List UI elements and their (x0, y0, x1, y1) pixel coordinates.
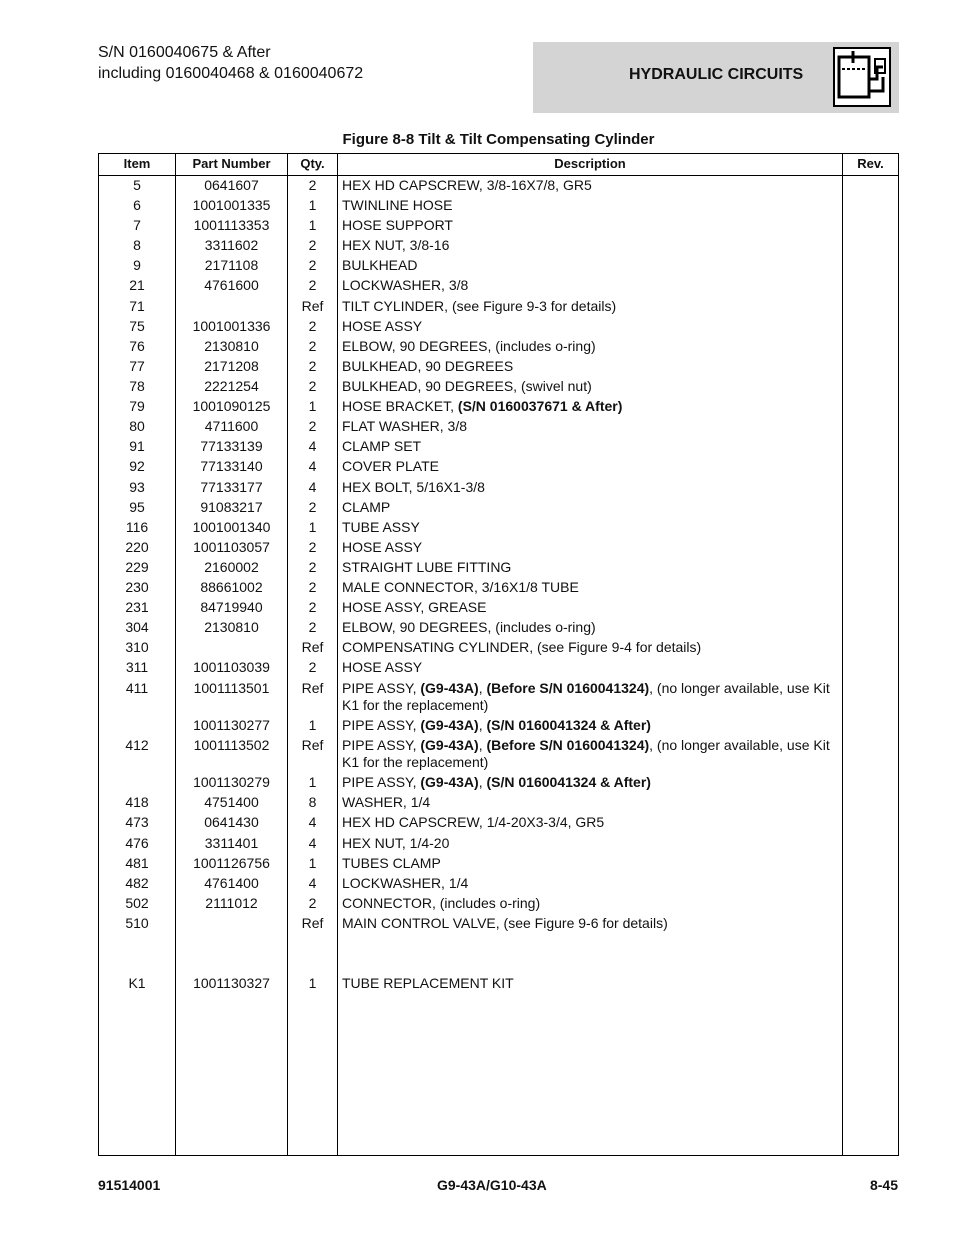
column-divider (175, 154, 176, 1155)
description-text: COVER PLATE (342, 458, 439, 474)
part-number-cell: 0641430 (204, 814, 259, 830)
description-text: BULKHEAD, 90 DEGREES, (swivel nut) (342, 378, 592, 394)
item-cell: 78 (129, 378, 145, 394)
qty-cell: 2 (308, 559, 317, 575)
qty-cell: 2 (308, 257, 317, 273)
description-text: CLAMP SET (342, 438, 422, 454)
description-text: TUBE REPLACEMENT KIT (342, 975, 514, 991)
description-text: (G9-43A) (420, 737, 479, 753)
item-cell: 231 (125, 599, 149, 615)
figure-title: Figure 8-8 Tilt & Tilt Compensating Cylinder (342, 131, 655, 148)
serial-number-note (98, 42, 363, 84)
description-cell (342, 418, 839, 435)
description-text: ELBOW, 90 DEGREES, (includes o-ring) (342, 338, 596, 354)
description-text: HOSE ASSY, GREASE (342, 599, 487, 615)
part-number-cell: 1001113353 (193, 217, 270, 233)
item-cell: 91 (129, 438, 145, 454)
qty-cell: Ref (301, 639, 324, 655)
qty-cell: 1 (308, 717, 317, 733)
part-number-cell: 2130810 (204, 619, 259, 635)
description-cell (342, 915, 839, 932)
description-cell (342, 855, 839, 872)
part-number-cell: 1001130327 (193, 975, 270, 991)
description-text: CONNECTOR, (includes o-ring) (342, 895, 541, 911)
description-text: (G9-43A) (420, 680, 479, 696)
qty-cell: 2 (308, 318, 317, 334)
description-text: HEX HD CAPSCREW, 1/4-20X3-3/4, GR5 (342, 814, 605, 830)
qty-cell: Ref (301, 915, 324, 931)
item-cell: 7 (133, 217, 141, 233)
section-title: HYDRAULIC CIRCUITS (629, 66, 804, 83)
hydraulic-reservoir-icon (833, 47, 891, 107)
description-cell (342, 774, 839, 791)
qty-cell: 4 (308, 875, 317, 891)
document-number: 91514001 (98, 1177, 161, 1193)
description-cell (342, 579, 839, 596)
item-cell: 412 (125, 737, 149, 753)
qty-cell: 1 (308, 519, 317, 535)
part-number-cell: 4751400 (204, 794, 259, 810)
part-number-cell: 2171108 (204, 257, 259, 273)
qty-cell: 4 (308, 814, 317, 830)
part-number-cell: 1001113502 (193, 737, 270, 753)
serial-number-line-1: S/N 0160040675 & After (98, 44, 271, 61)
qty-cell: 2 (308, 338, 317, 354)
qty-cell: 2 (308, 358, 317, 374)
part-number-cell: 77133177 (200, 479, 263, 495)
description-text: TUBES CLAMP (342, 855, 441, 871)
qty-cell: 4 (308, 479, 317, 495)
part-number-cell: 77133140 (200, 458, 263, 474)
description-text: (S/N 0160041324 & After) (486, 717, 651, 733)
description-cell (342, 499, 839, 516)
item-cell: 220 (125, 539, 149, 555)
description-text: FLAT WASHER, 3/8 (342, 418, 467, 434)
page-number: 8-45 (869, 1177, 898, 1193)
description-cell (342, 895, 839, 912)
column-header-rev: Rev. (857, 156, 884, 171)
description-cell (342, 479, 839, 496)
description-cell (342, 659, 839, 676)
part-number-cell: 1001130277 (193, 717, 270, 733)
part-number-cell: 1001001340 (192, 519, 271, 535)
qty-cell: 1 (308, 774, 317, 790)
description-text: (G9-43A) (420, 774, 479, 790)
description-cell (342, 378, 839, 395)
qty-cell: 2 (308, 277, 317, 293)
description-cell (342, 875, 839, 892)
part-number-cell: 91083217 (200, 499, 263, 515)
description-cell (342, 680, 839, 714)
column-header-part-number: Part Number (192, 156, 271, 171)
description-cell (342, 197, 839, 214)
description-text: HEX NUT, 1/4-20 (342, 835, 450, 851)
qty-cell: 2 (308, 378, 317, 394)
description-cell (342, 814, 839, 831)
item-cell: 92 (129, 458, 145, 474)
description-cell (342, 737, 839, 771)
description-text: (Before S/N 0160041324) (486, 680, 650, 696)
column-divider (337, 154, 338, 1155)
part-number-cell: 2130810 (204, 338, 259, 354)
description-cell (342, 639, 839, 656)
part-number-cell: 1001130279 (193, 774, 270, 790)
qty-cell: 4 (308, 438, 317, 454)
qty-cell: 2 (308, 599, 317, 615)
parts-table (98, 153, 899, 1156)
description-text: PIPE ASSY, (342, 680, 421, 696)
description-cell (342, 398, 839, 415)
part-number-cell: 0641607 (204, 177, 259, 193)
description-text: CLAMP (342, 499, 391, 515)
description-cell (342, 794, 839, 811)
qty-cell: 1 (308, 217, 317, 233)
description-cell (342, 358, 839, 375)
qty-cell: Ref (301, 298, 324, 314)
description-text: (G9-43A) (420, 717, 479, 733)
description-text: LOCKWASHER, 1/4 (342, 875, 469, 891)
description-text: PIPE ASSY, (342, 774, 421, 790)
item-cell: 476 (125, 835, 149, 851)
column-header-description: Description (554, 156, 626, 171)
item-cell: 8 (133, 237, 141, 253)
description-text: PIPE ASSY, (342, 737, 421, 753)
description-text: MALE CONNECTOR, 3/16X1/8 TUBE (342, 579, 579, 595)
description-cell (342, 599, 839, 616)
qty-cell: 4 (308, 458, 317, 474)
part-number-cell: 1001103039 (193, 659, 270, 675)
description-text: , (no longer available, use Kit K1 for the replacement) (342, 680, 830, 713)
description-cell (342, 277, 839, 294)
column-header-item: Item (123, 156, 151, 171)
item-cell: 510 (125, 915, 149, 931)
qty-cell: 2 (308, 895, 317, 911)
description-text: PIPE ASSY, (342, 717, 421, 733)
description-text: (S/N 0160037671 & After) (457, 398, 623, 414)
description-text: TILT CYLINDER, (see Figure 9-3 for details) (342, 298, 617, 314)
description-cell (342, 519, 839, 536)
qty-cell: 2 (308, 237, 317, 253)
item-cell: 230 (125, 579, 149, 595)
description-cell (342, 177, 839, 194)
part-number-cell: 1001103057 (193, 539, 270, 555)
qty-cell: 2 (308, 418, 317, 434)
description-text: WASHER, 1/4 (342, 794, 431, 810)
qty-cell: 1 (308, 398, 317, 414)
description-text: HOSE BRACKET, (342, 398, 458, 414)
serial-number-line-2: including 0160040468 & 0160040672 (98, 65, 364, 82)
item-cell: 76 (129, 338, 145, 354)
part-number-cell: 84719940 (200, 599, 263, 615)
description-cell (342, 619, 839, 636)
part-number-cell: 3311602 (204, 237, 259, 253)
part-number-cell: 2160002 (204, 559, 259, 575)
part-number-cell: 3311401 (204, 835, 259, 851)
description-text: HOSE ASSY (342, 318, 423, 334)
qty-cell: 1 (308, 975, 317, 991)
item-cell: 5 (133, 177, 141, 193)
item-cell: 411 (125, 680, 149, 696)
qty-cell: 4 (308, 835, 317, 851)
header-divider (99, 175, 898, 176)
item-cell: 6 (133, 197, 141, 213)
part-number-cell: 4761600 (204, 277, 259, 293)
part-number-cell: 1001113501 (193, 680, 270, 696)
item-cell: K1 (128, 975, 146, 991)
description-text: ELBOW, 90 DEGREES, (includes o-ring) (342, 619, 596, 635)
item-cell: 79 (129, 398, 145, 414)
part-number-cell: 1001090125 (192, 398, 271, 414)
description-cell (342, 298, 839, 315)
description-text: HOSE ASSY (342, 659, 423, 675)
item-cell: 310 (125, 639, 149, 655)
qty-cell: 2 (308, 659, 317, 675)
qty-cell: 1 (308, 197, 317, 213)
item-cell: 482 (125, 875, 149, 891)
description-cell (342, 458, 839, 475)
description-text: MAIN CONTROL VALVE, (see Figure 9-6 for details) (342, 915, 668, 931)
item-cell: 481 (125, 855, 149, 871)
part-number-cell: 77133139 (200, 438, 263, 454)
item-cell: 71 (129, 298, 145, 314)
part-number-cell: 2171208 (204, 358, 259, 374)
description-cell (342, 835, 839, 852)
description-text: HEX NUT, 3/8-16 (342, 237, 450, 253)
description-cell (342, 975, 839, 992)
description-cell (342, 217, 839, 234)
qty-cell: 2 (308, 579, 317, 595)
description-text: (S/N 0160041324 & After) (486, 774, 651, 790)
item-cell: 418 (125, 794, 149, 810)
description-text: HOSE ASSY (342, 539, 423, 555)
description-text: , (478, 680, 487, 696)
item-cell: 80 (129, 418, 145, 434)
description-cell (342, 237, 839, 254)
item-cell: 77 (129, 358, 145, 374)
item-cell: 9 (133, 257, 141, 273)
description-text: , (478, 737, 487, 753)
column-header-qty: Qty. (300, 156, 325, 171)
part-number-cell: 1001126756 (193, 855, 270, 871)
qty-cell: 2 (308, 499, 317, 515)
column-divider (842, 154, 843, 1155)
description-text: COMPENSATING CYLINDER, (see Figure 9-4 for details) (342, 639, 702, 655)
description-text: LOCKWASHER, 3/8 (342, 277, 469, 293)
part-number-cell: 88661002 (200, 579, 263, 595)
section-header (533, 42, 899, 113)
description-text: , (478, 774, 487, 790)
description-cell (342, 338, 839, 355)
description-text: BULKHEAD, 90 DEGREES (342, 358, 514, 374)
qty-cell: 2 (308, 539, 317, 555)
description-text: TUBE ASSY (342, 519, 420, 535)
qty-cell: 1 (308, 855, 317, 871)
item-cell: 95 (129, 499, 145, 515)
description-text: , (no longer available, use Kit K1 for the replacement) (342, 737, 830, 770)
part-number-cell: 1001001335 (192, 197, 271, 213)
item-cell: 502 (125, 895, 149, 911)
item-cell: 229 (125, 559, 149, 575)
part-number-cell: 4711600 (204, 418, 259, 434)
item-cell: 473 (125, 814, 149, 830)
item-cell: 311 (125, 659, 149, 675)
description-text: HOSE SUPPORT (342, 217, 453, 233)
description-text: TWINLINE HOSE (342, 197, 453, 213)
qty-cell: 8 (308, 794, 317, 810)
description-text: (Before S/N 0160041324) (486, 737, 650, 753)
qty-cell: Ref (301, 680, 324, 696)
description-cell (342, 438, 839, 455)
description-cell (342, 318, 839, 335)
item-cell: 93 (129, 479, 145, 495)
description-text: HEX HD CAPSCREW, 3/8-16X7/8, GR5 (342, 177, 592, 193)
description-text: BULKHEAD (342, 257, 418, 273)
description-text: HEX BOLT, 5/16X1-3/8 (342, 479, 485, 495)
qty-cell: 2 (308, 177, 317, 193)
qty-cell: Ref (301, 737, 324, 753)
item-cell: 116 (125, 519, 149, 535)
description-cell (342, 717, 839, 734)
qty-cell: 2 (308, 619, 317, 635)
description-text: , (478, 717, 487, 733)
model-number: G9-43A/G10-43A (437, 1177, 547, 1193)
description-text: STRAIGHT LUBE FITTING (342, 559, 512, 575)
item-cell: 75 (129, 318, 145, 334)
description-cell (342, 559, 839, 576)
item-cell: 304 (125, 619, 149, 635)
part-number-cell: 2111012 (205, 895, 258, 911)
part-number-cell: 1001001336 (192, 318, 271, 334)
item-cell: 21 (129, 277, 145, 293)
description-cell (342, 539, 839, 556)
part-number-cell: 2221254 (204, 378, 259, 394)
part-number-cell: 4761400 (204, 875, 259, 891)
description-cell (342, 257, 839, 274)
